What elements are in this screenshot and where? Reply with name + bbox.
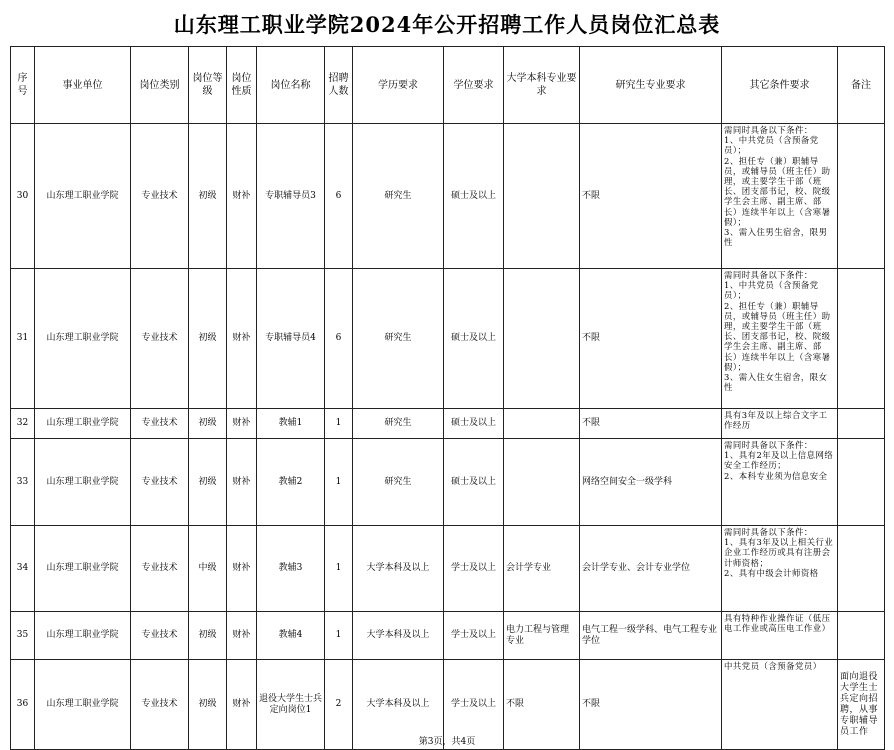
cell-count: 1 <box>325 612 353 660</box>
cell-undergrad: 会计学专业 <box>504 526 580 612</box>
cell-remark <box>838 124 885 269</box>
table-row <box>11 124 885 269</box>
cell-edu: 研究生 <box>353 269 444 409</box>
cell-undergrad <box>504 269 580 409</box>
cell-undergrad <box>504 124 580 269</box>
cell-level: 初级 <box>189 409 227 439</box>
header-post: 岗位名称 <box>257 47 325 124</box>
positions-table <box>10 46 885 750</box>
cell-grad: 不限 <box>580 269 722 409</box>
cell-other: 需同时具备以下条件： 1、具有3年及以上相关行业企业工作经历或具有注册会计师资格； 2、具有中级会计师资格 <box>722 526 838 612</box>
cell-remark <box>838 439 885 526</box>
header-row <box>11 47 885 124</box>
cell-nature: 财补 <box>227 269 257 409</box>
cell-undergrad: 不限 <box>504 660 580 750</box>
cell-category: 专业技术 <box>131 124 189 269</box>
cell-unit: 山东理工职业学院 <box>35 124 131 269</box>
cell-other: 需同时具备以下条件： 1、中共党员（含预备党员）； 2、担任专（兼）职辅导员，或辅导员（班主任）助理，或主要学生干部（班长、团支部书记，校、院级学生会主席、副主席、部长）连续半年以上（含寒暑假）； 3、需入住女生宿舍，限女性 <box>722 269 838 409</box>
cell-post: 专职辅导员3 <box>257 124 325 269</box>
cell-edu: 研究生 <box>353 124 444 269</box>
cell-unit: 山东理工职业学院 <box>35 439 131 526</box>
header-edu: 学历要求 <box>353 47 444 124</box>
table-row <box>11 526 885 612</box>
cell-category: 专业技术 <box>131 526 189 612</box>
table-row <box>11 439 885 526</box>
cell-grad: 会计学专业、会计专业学位 <box>580 526 722 612</box>
cell-degree: 硕士及以上 <box>444 124 504 269</box>
cell-remark <box>838 612 885 660</box>
cell-level: 中级 <box>189 526 227 612</box>
cell-category: 专业技术 <box>131 269 189 409</box>
cell-unit: 山东理工职业学院 <box>35 660 131 750</box>
cell-grad: 不限 <box>580 409 722 439</box>
cell-post: 教辅4 <box>257 612 325 660</box>
header-other: 其它条件要求 <box>722 47 838 124</box>
cell-other: 具有特种作业操作证（低压电工作业或高压电工作业） <box>722 612 838 660</box>
cell-count: 1 <box>325 526 353 612</box>
cell-nature: 财补 <box>227 409 257 439</box>
cell-no: 35 <box>11 612 35 660</box>
header-nature: 岗位性质 <box>227 47 257 124</box>
cell-no: 33 <box>11 439 35 526</box>
cell-post: 教辅1 <box>257 409 325 439</box>
cell-nature: 财补 <box>227 612 257 660</box>
table-row <box>11 409 885 439</box>
cell-nature: 财补 <box>227 124 257 269</box>
cell-post: 退役大学生士兵定向岗位1 <box>257 660 325 750</box>
cell-no: 30 <box>11 124 35 269</box>
cell-category: 专业技术 <box>131 439 189 526</box>
cell-grad: 网络空间安全一级学科 <box>580 439 722 526</box>
cell-no: 32 <box>11 409 35 439</box>
cell-edu: 研究生 <box>353 439 444 526</box>
cell-grad: 不限 <box>580 660 722 750</box>
cell-undergrad: 电力工程与管理专业 <box>504 612 580 660</box>
cell-category: 专业技术 <box>131 660 189 750</box>
cell-level: 初级 <box>189 612 227 660</box>
header-level: 岗位等级 <box>189 47 227 124</box>
cell-unit: 山东理工职业学院 <box>35 409 131 439</box>
table-row <box>11 269 885 409</box>
cell-no: 36 <box>11 660 35 750</box>
cell-unit: 山东理工职业学院 <box>35 526 131 612</box>
cell-no: 34 <box>11 526 35 612</box>
cell-count: 2 <box>325 660 353 750</box>
table-row <box>11 612 885 660</box>
cell-degree: 学士及以上 <box>444 612 504 660</box>
cell-post: 专职辅导员4 <box>257 269 325 409</box>
cell-level: 初级 <box>189 124 227 269</box>
cell-degree: 学士及以上 <box>444 526 504 612</box>
cell-edu: 研究生 <box>353 409 444 439</box>
cell-level: 初级 <box>189 660 227 750</box>
header-count: 招聘人数 <box>325 47 353 124</box>
header-unit: 事业单位 <box>35 47 131 124</box>
cell-degree: 硕士及以上 <box>444 409 504 439</box>
cell-degree: 硕士及以上 <box>444 439 504 526</box>
cell-edu: 大学本科及以上 <box>353 526 444 612</box>
cell-category: 专业技术 <box>131 409 189 439</box>
header-degree: 学位要求 <box>444 47 504 124</box>
cell-other: 具有3年及以上综合文字工作经历 <box>722 409 838 439</box>
cell-grad: 电气工程一级学科、电气工程专业学位 <box>580 612 722 660</box>
cell-undergrad <box>504 409 580 439</box>
cell-grad: 不限 <box>580 124 722 269</box>
header-undergrad: 大学本科专业要求 <box>504 47 580 124</box>
cell-category: 专业技术 <box>131 612 189 660</box>
cell-other: 中共党员（含预备党员） <box>722 660 838 750</box>
cell-edu: 大学本科及以上 <box>353 660 444 750</box>
header-remark: 备注 <box>838 47 885 124</box>
cell-unit: 山东理工职业学院 <box>35 612 131 660</box>
cell-count: 6 <box>325 124 353 269</box>
cell-post: 教辅2 <box>257 439 325 526</box>
cell-count: 6 <box>325 269 353 409</box>
cell-undergrad <box>504 439 580 526</box>
cell-level: 初级 <box>189 439 227 526</box>
cell-post: 教辅3 <box>257 526 325 612</box>
cell-unit: 山东理工职业学院 <box>35 269 131 409</box>
cell-other: 需同时具备以下条件： 1、中共党员（含预备党员）； 2、担任专（兼）职辅导员，或辅导员（班主任）助理，或主要学生干部（班长、团支部书记，校、院级学生会主席、副主席、部长）连续半年以上（含寒暑假）； 3、需入住男生宿舍，限男性 <box>722 124 838 269</box>
header-grad: 研究生专业要求 <box>580 47 722 124</box>
cell-level: 初级 <box>189 269 227 409</box>
cell-remark <box>838 269 885 409</box>
page-title: 山东理工职业学院2024年公开招聘工作人员岗位汇总表 <box>173 12 721 37</box>
cell-count: 1 <box>325 409 353 439</box>
cell-no: 31 <box>11 269 35 409</box>
cell-degree: 硕士及以上 <box>444 269 504 409</box>
header-no: 序号 <box>11 47 35 124</box>
cell-remark: 面向退役大学生士兵定向招聘，从事专职辅导员工作 <box>838 660 885 750</box>
table-row <box>11 660 885 750</box>
cell-count: 1 <box>325 439 353 526</box>
cell-degree: 学士及以上 <box>444 660 504 750</box>
header-category: 岗位类别 <box>131 47 189 124</box>
page-footer: 第3页，共4页 <box>418 737 476 747</box>
cell-remark <box>838 409 885 439</box>
cell-other: 需同时具备以下条件： 1、具有2年及以上信息网络安全工作经历； 2、本科专业须为信息安全 <box>722 439 838 526</box>
cell-edu: 大学本科及以上 <box>353 612 444 660</box>
cell-nature: 财补 <box>227 439 257 526</box>
cell-nature: 财补 <box>227 526 257 612</box>
cell-nature: 财补 <box>227 660 257 750</box>
cell-remark <box>838 526 885 612</box>
